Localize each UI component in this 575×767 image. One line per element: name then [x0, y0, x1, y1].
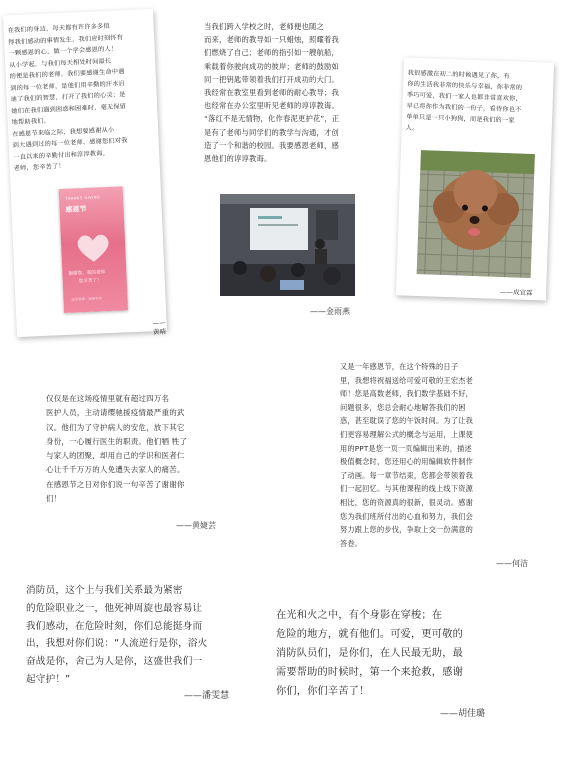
note-card-panwenhui [22, 582, 262, 710]
thanksgiving-card-image [59, 186, 128, 313]
card-subtitle: THANKS GIVING [65, 195, 101, 201]
poodle-photo [417, 150, 535, 278]
note-card-hujialu [274, 606, 514, 726]
note-card-huangqing [3, 9, 167, 337]
note-text: 消防员，这个上与我们关系最为紧密 的危险职业之一，他死神周旋也最容易让 我们感动，在危险时刻，你们总能挺身而 出，我想对你们说：“人流逆行是你，浴火 奋战是你，舍己为人是你，这盛世我们一 起守护！” [26, 585, 208, 685]
note-text: 在光和火之中，有个身影在穿梭；在 危险的地方，就有他们。可爱，更可敬的 消防队员们，是你们，在人民最无助，最 需要帮助的时候时，第一个来抢救，感谢 你们，你们辛苦了！ [276, 610, 463, 697]
signature: ——何洁 [496, 559, 528, 568]
note-card-jinyuyan [190, 12, 365, 322]
card-footer: 感恩教师 · 感谢有你 [71, 296, 102, 302]
signature: ——金雨燕 [310, 307, 350, 316]
note-text: 当我们跨入学校之时，老师便也随之 而来，老师的教导如一只蜡烛，照耀着我 们燃烧了自己；老师的指引如一艘航船， 乘载着你驶向成功的彼岸；老师的鼓励如 同一把钥匙带领着我们打开成功的大门。 我经常在教室里看到老师的耐心教导；我 也经常在办公室里听见老师的谆谆教诲。 “落红不是无情物，化作春泥更护花”，正 是有了老师与同学们的教学与沟通，才创 造了一个和谐的校园。我要感恩老师，感 恩他们的谆谆教诲。 [204, 22, 340, 164]
note-text: 在我们的身边，每天都有许许多多值 得我们感动的事情发生，我们应时刻怀有 一颗感恩的心，做一个学会感恩的人！ 从小学起，与我们每天相处时间最长 的便是我们的老师。我们要感谢生命中遇 到的每一位老师，是他们用辛勤的汗水启 迪了我们的智慧，打开了我们的心灵；是 她们在我们遇到困惑和困难时，毫无保留 地帮助我们。 在感恩节来临之际，我想要感谢从小 到大遇到过的每一位老师，感谢您们对我 一直以来的辛勤付出和淳淳教诲。 老师，您辛苦了！ [7, 22, 128, 173]
note-card-chengyilin [396, 57, 554, 300]
signature: ——黄晴 [152, 318, 167, 337]
note-card-huangjieyun [40, 392, 230, 532]
card-title: 感恩节 [65, 204, 87, 214]
signature: ——成宜霖 [499, 287, 533, 298]
card-line-1: 谢谢您，我的老师 [68, 270, 106, 277]
signature: ——潘雯慧 [184, 691, 230, 701]
note-card-hejie [338, 360, 553, 580]
signature: ——胡佳璐 [440, 709, 486, 719]
signature: ——黄婕芸 [176, 521, 216, 530]
heart-icon [75, 231, 112, 265]
note-text: 我很感激在初二的时候遇见了你，有 你的生活我非常的快乐与幸福，你非常的 季巧可爱，我们一家人也都非常喜欢你， 早已将你作为我们的一份子，看待你也不 单单只是一只小狗狗，而是我们的一家 人。 [405, 69, 523, 132]
note-text: 又是一年感恩节，在这个特殊的日子 里，我想将祝福送给可爱可敬的王宏杰老 师！您是高数老师，我们数学基础不好， 问题很多，您总会耐心地解答我们的困 惑，甚至耽误了您的午饭时间。为了让我 们更容易理解公式的概念与运用，上课使 用的PPT是您一页一页编辑出来的，描述 极值概念时，您还用心的用编辑软件制作 了动画。每一章节结束，您都会带领着我 们一起回忆。与其他课程的线上线下资源 相比，您的资源真的很新，很灵动。感谢 您为我们班所付出的心血和努力，我们会 努力跟上您的步伐，争取上交一份满意的 答卷。 [340, 362, 473, 548]
classroom-photo [220, 194, 355, 296]
note-text: 仅仅是在这场疫情里就有超过四万名 医护人员，主动请缨驰援疫情最严重的武 汉。他们为了守护病人的安危，放下其它 身份，一心履行医生的职责。他们牺 牲了 与家人的团聚，却用自己的学识和医者仁 心让千千万万的人免遭失去家人的痛苦。 在感恩节之日对你们说一句辛苦了谢谢你 们！ [46, 394, 188, 504]
card-line-2: 您辛苦了！ [78, 278, 102, 285]
